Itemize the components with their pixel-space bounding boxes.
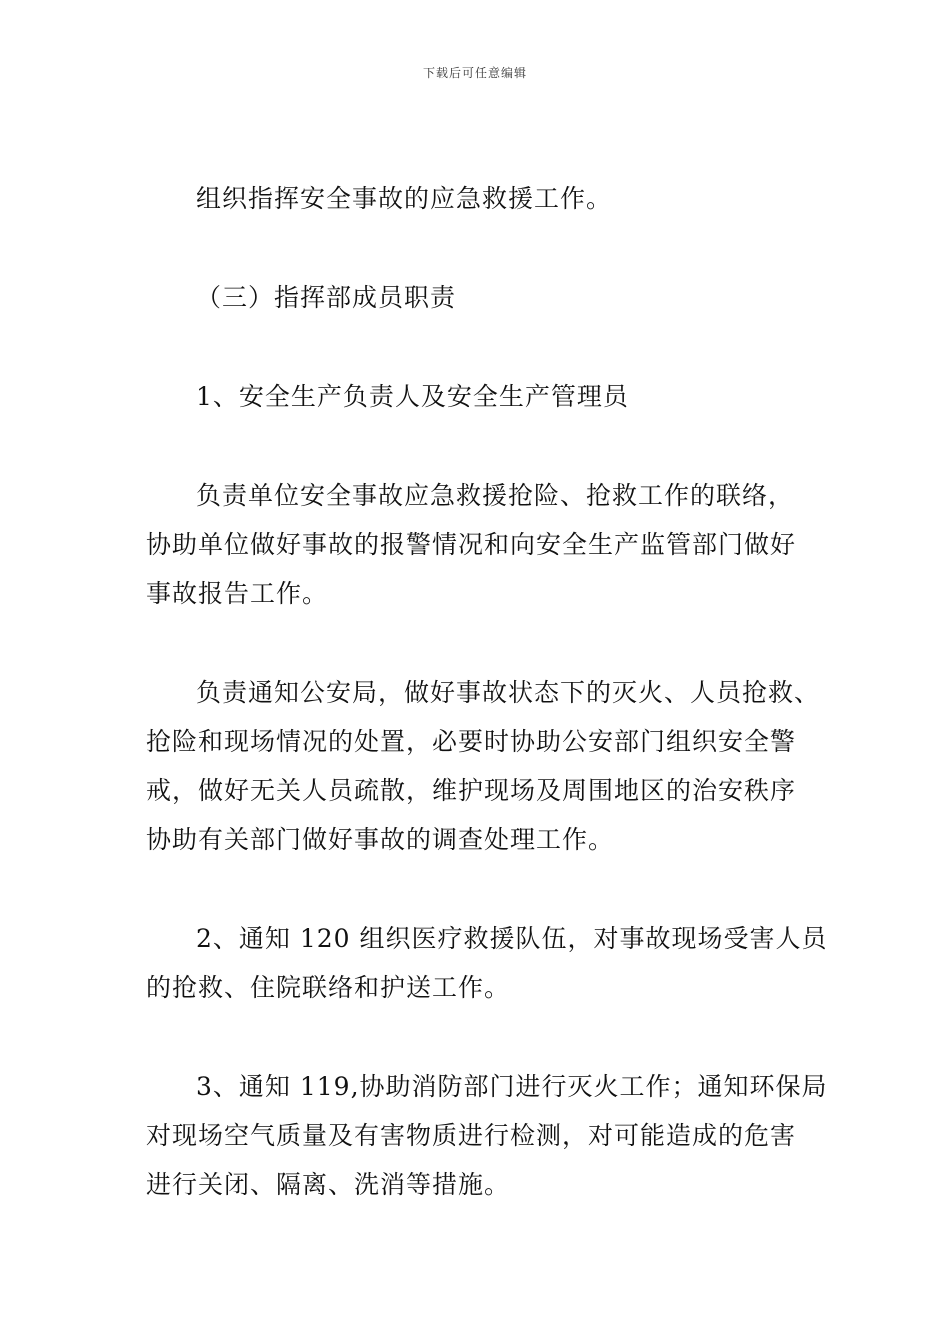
paragraph-2 — [146, 273, 836, 322]
text-line: 组织指挥安全事故的应急救援工作。 — [196, 184, 613, 213]
text-line: 进行关闭、隔离、洗消等措施。 — [146, 1170, 511, 1199]
document-body — [146, 174, 836, 1209]
text-line: 对现场空气质量及有害物质进行检测，对可能造成的危害 — [146, 1121, 797, 1150]
text-line: 协助有关部门做好事故的调查处理工作。 — [146, 825, 615, 854]
paragraph-4 — [146, 471, 836, 618]
paragraph-5 — [146, 668, 836, 864]
paragraph-1 — [146, 174, 836, 223]
header-note: 下载后可任意编辑 — [422, 66, 527, 80]
text-line: 负责通知公安局，做好事故状态下的灭火、人员抢救、 — [196, 678, 821, 707]
item-heading: 1、安全生产负责人及安全生产管理员 — [196, 382, 629, 411]
paragraph-3 — [146, 372, 836, 421]
paragraph-7 — [146, 1062, 836, 1209]
paragraph-6 — [146, 914, 836, 1012]
text-line: 2、通知 120 组织医疗救援队伍，对事故现场受害人员 — [196, 924, 828, 953]
text-line: 的抢救、住院联络和护送工作。 — [146, 973, 511, 1002]
text-line: 事故报告工作。 — [146, 579, 329, 608]
text-line: 负责单位安全事故应急救援抢险、抢救工作的联络， — [196, 481, 795, 510]
text-line: 戒，做好无关人员疏散，维护现场及周围地区的治安秩序 — [146, 776, 797, 805]
text-line: 协助单位做好事故的报警情况和向安全生产监管部门做好 — [146, 530, 797, 559]
text-line: 抢险和现场情况的处置，必要时协助公安部门组织安全警 — [146, 727, 797, 756]
section-heading: （三）指挥部成员职责 — [196, 283, 457, 312]
text-line: 3、通知 119,协助消防部门进行灭火工作；通知环保局 — [196, 1072, 828, 1101]
